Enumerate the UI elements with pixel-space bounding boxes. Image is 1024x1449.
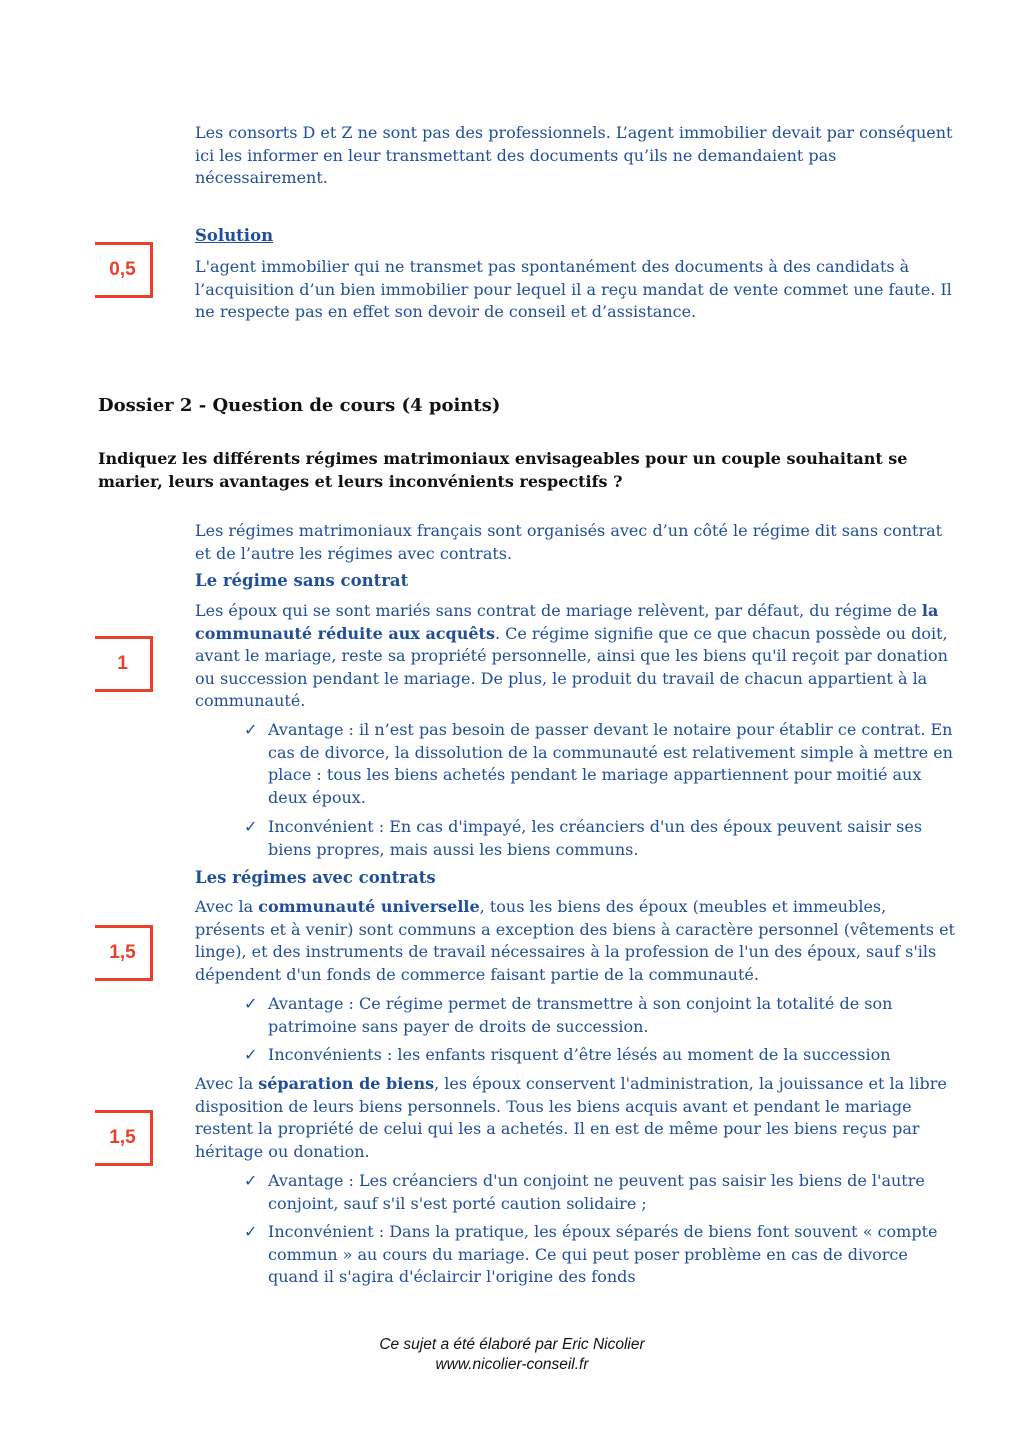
check-icon: ✓ [244,720,258,739]
inconvenient-item: ✓ Inconvénient : En cas d'impayé, les créanciers d'un des époux peuvent saisir ses biens propres, mais aussi les biens communs. [244,817,923,859]
regimes-intro: Les régimes matrimoniaux français sont organisés avec d’un côté le régime dit sans contrat et de l’autre les régimes avec contrats. [195,521,943,563]
solution-paragraph: L'agent immobilier qui ne transmet pas spontanément des documents à des candidats à l’acquisition d’un bien immobilier pour lequel il a reçu mandat de vente commet une faute. Il ne respecte pas en effet son devoir de conseil et d’assistance. [195,257,952,321]
universelle-paragraph: Avec la communauté universelle, tous les biens des époux (meubles et immeubles, présents et à venir) sont communs a exception des biens à caractère personnel (vêtements et linge), et des instruments de travail nécessaires à la profession de l'un des époux, sauf s'ils dépendent d'un fonds de commerce faisant partie de la communauté. [195,897,955,984]
avantage-item: ✓ Avantage : il n’est pas besoin de passer devant le notaire pour établir ce contrat. En cas de divorce, la dissolution de la communauté est relativement simple à mettre en place : tous les biens achetés pendant le mariage appartiennent pour moitié aux deux époux. [244,720,953,807]
check-icon: ✓ [244,1222,258,1241]
score-value: 1,5 [109,1127,136,1148]
check-icon: ✓ [244,1171,258,1190]
score-box [95,1110,153,1166]
separation-paragraph: Avec la séparation de biens, les époux conservent l'administration, la jouissance et la libre disposition de leurs biens personnels. Tous les biens acquis avant et pendant le mariage restent la propriété de celui qui les a achetés. Il en est de même pour les biens reçus par héritage ou donation. [195,1074,947,1161]
score-box [95,925,153,981]
intro-paragraph: Les consorts D et Z ne sont pas des professionnels. L’agent immobilier devait par conséquent ici les informer en leur transmettant des documents qu’ils ne demandaient pas nécessairement. [195,123,953,187]
avantage-item: ✓ Avantage : Ce régime permet de transmettre à son conjoint la totalité de son patrimoine sans payer de droits de succession. [244,994,893,1036]
inconvenient-item: ✓ Inconvénient : Dans la pratique, les époux séparés de biens font souvent « compte commun » au cours du mariage. Ce qui peut poser problème en cas de divorce quand il s'agira d'éclaircir l'origine des fonds [244,1222,938,1286]
avantage-item: ✓ Avantage : Les créanciers d'un conjoint ne peuvent pas saisir les biens de l'autre conjoint, sauf s'il s'est porté caution solidaire ; [244,1171,925,1213]
score-value: 1,5 [109,942,136,963]
check-icon: ✓ [244,994,258,1013]
score-value: 0,5 [109,259,136,280]
question-text: Indiquez les différents régimes matrimoniaux envisageables pour un couple souhaitant se marier, leurs avantages et leurs inconvénients respectifs ? [98,449,908,491]
inconvenient-item: ✓ Inconvénients : les enfants risquent d’être lésés au moment de la succession [244,1044,956,1067]
score-box [95,636,153,692]
score-value: 1 [117,653,128,674]
check-icon: ✓ [244,817,258,836]
check-icon: ✓ [244,1045,258,1064]
score-box [95,242,153,298]
avec-contrats-heading: Les régimes avec contrats [195,868,436,887]
solution-heading: Solution [195,226,274,245]
sans-contrat-heading: Le régime sans contrat [195,571,409,590]
sans-contrat-paragraph: Les époux qui se sont mariés sans contrat de mariage relèvent, par défaut, du régime de la communauté réduite aux acquêts. Ce régime signifie que ce que chacun possède ou doit, avant le mariage, reste sa propriété personnelle, ainsi que les biens qu'il reçoit par donation ou succession pendant le mariage. De plus, le produit du travail de chacun appartient à la communauté. [195,601,948,710]
footer-website: www.nicolier-conseil.fr [435,1356,589,1373]
dossier-title: Dossier 2 - Question de cours (4 points) [98,395,501,416]
footer-author: Ce sujet a été élaboré par Eric Nicolier [379,1336,645,1353]
